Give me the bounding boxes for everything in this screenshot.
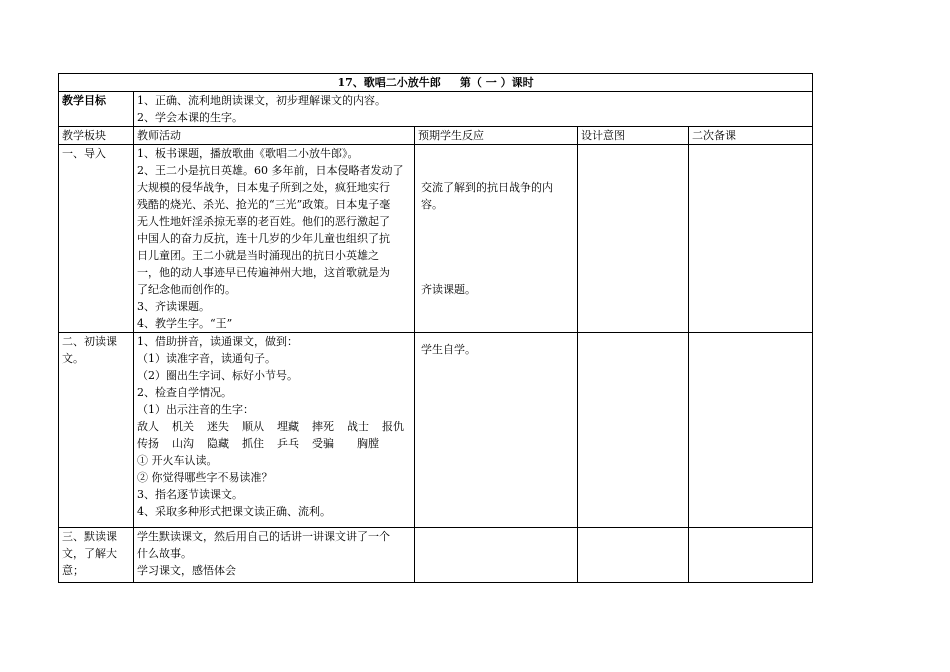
vocab-word: 胸膛 bbox=[357, 437, 379, 450]
reaction-text: 齐读课题。 bbox=[421, 283, 476, 296]
vocab-word: 山沟 bbox=[172, 437, 194, 450]
activity-line: ① 开火车认读。 bbox=[137, 454, 218, 467]
activity-line: 中国人的奋力反抗，连十几岁的少年儿童也组织了抗 bbox=[137, 232, 390, 245]
col-header-intent: 设计意图 bbox=[578, 127, 689, 145]
teacher-activity bbox=[134, 145, 415, 333]
vocab-word: 埋藏 bbox=[277, 420, 299, 433]
vocab-word: 受骗 bbox=[312, 437, 334, 450]
vocab-word: 敌人 bbox=[137, 420, 159, 433]
title-row bbox=[59, 74, 813, 92]
activity-line: 3、指名逐节读课文。 bbox=[137, 488, 243, 501]
design-intent-cell bbox=[578, 528, 689, 583]
objectives-label: 教学目标 bbox=[59, 92, 134, 127]
activity-line: 残酷的烧光、杀光、抢光的“三光”政策。日本鬼子毫 bbox=[137, 198, 391, 211]
vocab-word: 乒乓 bbox=[277, 437, 299, 450]
activity-line: 什么故事。 bbox=[137, 547, 192, 560]
activity-line: 无人性地奸淫杀掠无辜的老百姓。他们的恶行激起了 bbox=[137, 215, 390, 228]
activity-line: 3、齐读课题。 bbox=[137, 300, 210, 313]
activity-line: 4、教学生字。“王” bbox=[137, 317, 233, 330]
student-reaction bbox=[415, 145, 578, 333]
revision-cell bbox=[689, 333, 813, 528]
teacher-activity bbox=[134, 333, 415, 528]
vocab-word: 抓住 bbox=[242, 437, 264, 450]
vocab-word: 战士 bbox=[347, 420, 369, 433]
lesson-plan-table bbox=[58, 73, 813, 583]
lesson-period: 第（ 一 ）课时 bbox=[459, 76, 534, 89]
lesson-title bbox=[59, 74, 813, 92]
activity-line: 大规模的侵华战争，日本鬼子所到之处，疯狂地实行 bbox=[137, 181, 390, 194]
activity-line: 1、借助拼音，读通课文，做到： bbox=[137, 335, 298, 348]
lesson-name: 17、歌唱二小放牛郎 bbox=[337, 76, 441, 89]
activity-line: 了纪念他而创作的。 bbox=[137, 283, 236, 296]
student-reaction bbox=[415, 528, 578, 583]
reaction-text: 交流了解到的抗日战争的内容。 bbox=[421, 181, 553, 211]
section-label: 二、初读课文。 bbox=[59, 333, 134, 528]
activity-line: （1）出示注音的生字： bbox=[137, 403, 254, 416]
student-reaction bbox=[415, 333, 578, 528]
activity-line: （2）圈出生字词、标好小节号。 bbox=[137, 369, 298, 382]
vocab-word: 隐藏 bbox=[207, 437, 229, 450]
table-row bbox=[59, 145, 813, 333]
section-label: 三、默读课文，了解大意； bbox=[59, 528, 134, 583]
table-row bbox=[59, 528, 813, 583]
activity-line: 2、王二小是抗日英雄。60 多年前，日本侵略者发动了 bbox=[137, 164, 404, 177]
objectives-row bbox=[59, 92, 813, 127]
activity-line: （1）读准字音，读通句子。 bbox=[137, 352, 276, 365]
col-header-revision: 二次备课 bbox=[689, 127, 813, 145]
vocab-word: 传扬 bbox=[137, 437, 159, 450]
header-row bbox=[59, 127, 813, 145]
teacher-activity bbox=[134, 528, 415, 583]
objective-item: 1、正确、流利地朗读课文，初步理解课文的内容。 bbox=[137, 94, 386, 107]
objective-item: 2、学会本课的生字。 bbox=[137, 111, 243, 124]
vocab-word: 顺从 bbox=[242, 420, 264, 433]
objectives-content bbox=[134, 92, 813, 127]
reaction-text: 学生自学。 bbox=[421, 343, 476, 356]
design-intent-cell bbox=[578, 145, 689, 333]
vocab-word: 摔死 bbox=[312, 420, 334, 433]
activity-line: 2、检查自学情况。 bbox=[137, 386, 232, 399]
activity-line: ② 你觉得哪些字不易读准？ bbox=[137, 471, 273, 484]
table-row bbox=[59, 333, 813, 528]
col-header-teacher: 教师活动 bbox=[134, 127, 415, 145]
activity-line: 日儿童团。王二小就是当时涌现出的抗日小英雄之 bbox=[137, 249, 379, 262]
activity-line: 学生默读课文，然后用自己的话讲一讲课文讲了一个 bbox=[137, 530, 390, 543]
col-header-student: 预期学生反应 bbox=[415, 127, 578, 145]
revision-cell bbox=[689, 528, 813, 583]
activity-line: 4、采取多种形式把课文读正确、流利。 bbox=[137, 505, 331, 518]
activity-line: 1、板书课题，播放歌曲《歌唱二小放牛郎》。 bbox=[137, 147, 359, 160]
vocab-word: 报仇 bbox=[382, 420, 404, 433]
activity-line: 一，他的动人事迹早已传遍神州大地，这首歌就是为 bbox=[137, 266, 390, 279]
col-header-section: 教学板块 bbox=[59, 127, 134, 145]
revision-cell bbox=[689, 145, 813, 333]
vocab-row bbox=[137, 435, 411, 452]
activity-line: 学习课文，感悟体会 bbox=[137, 564, 236, 577]
vocab-row bbox=[137, 418, 411, 435]
vocab-word: 机关 bbox=[172, 420, 194, 433]
design-intent-cell bbox=[578, 333, 689, 528]
vocab-word: 迷失 bbox=[207, 420, 229, 433]
section-label: 一、导入 bbox=[59, 145, 134, 333]
